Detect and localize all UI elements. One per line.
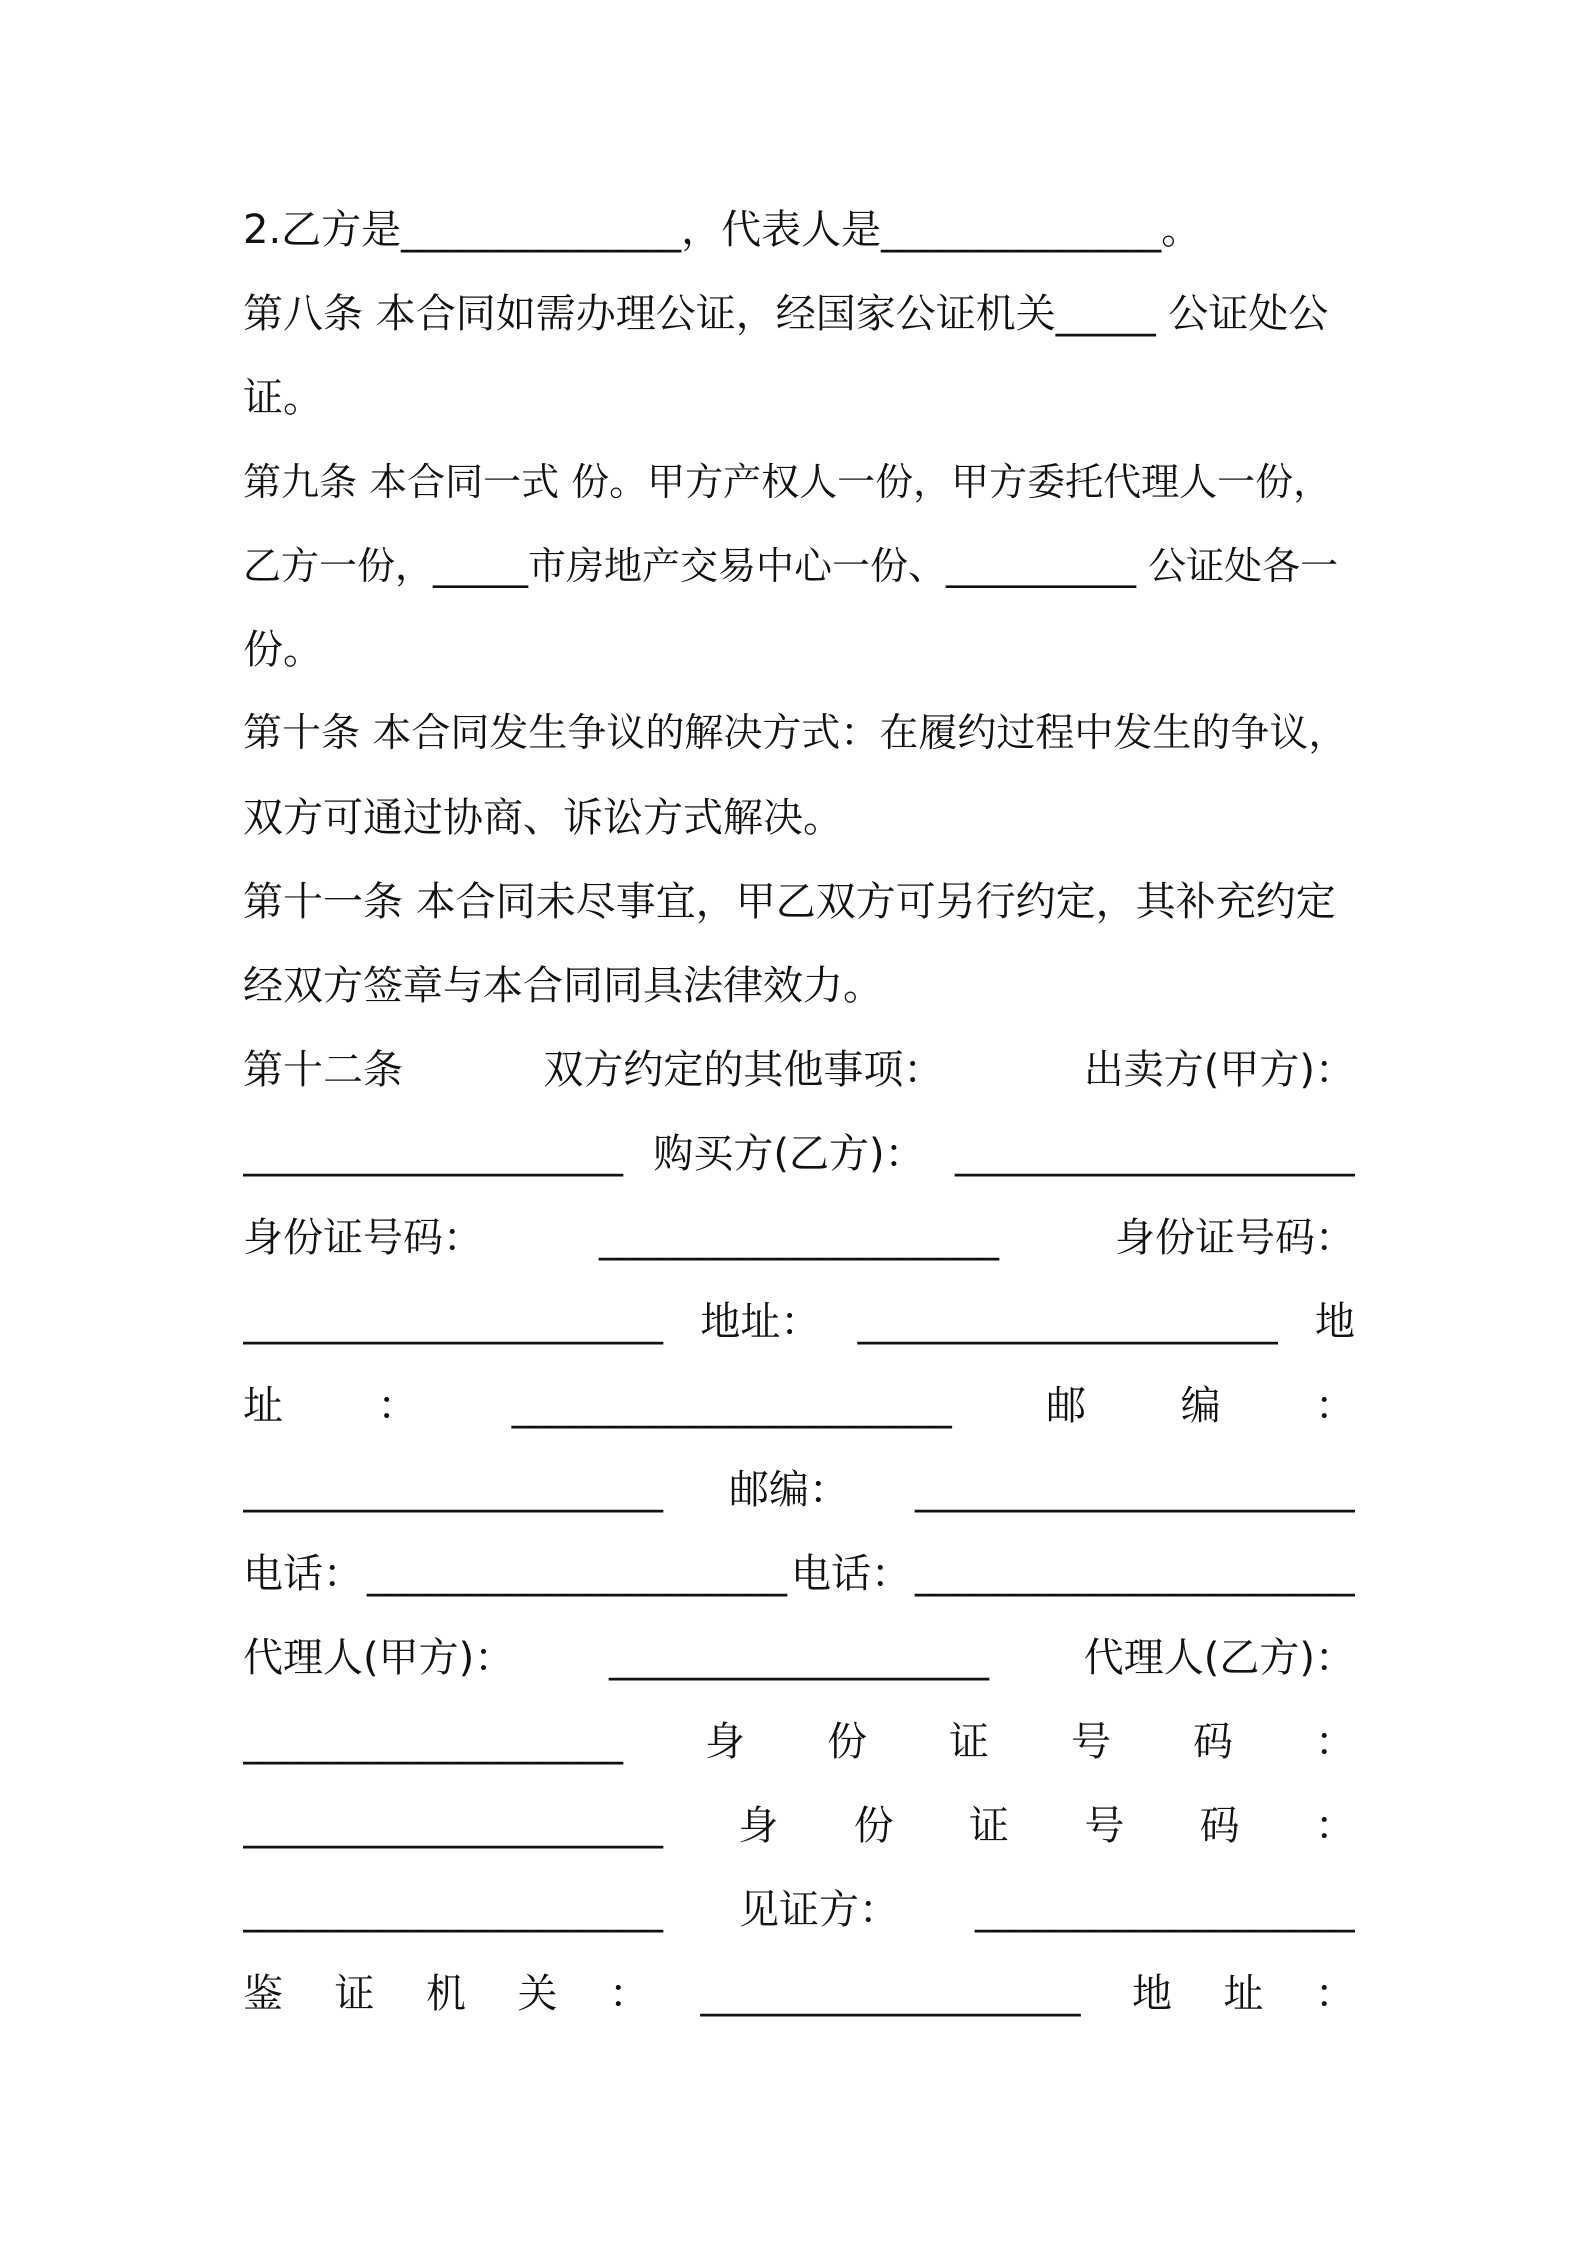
- text-line-article-10-cont: 双方可通过协商、诉讼方式解决。: [243, 795, 843, 841]
- agent-id-label-char: 份: [853, 1803, 894, 1849]
- form-line-agent-id-2: [243, 1798, 1355, 1854]
- seller-phone-blank: _____________________: [367, 1551, 787, 1597]
- certifier-address-colon: ：: [1315, 1971, 1355, 2017]
- witness-label: 见证方：: [739, 1887, 899, 1933]
- agent-id-blank: _____________________: [243, 1803, 663, 1849]
- buyer-id-blank: _____________________: [243, 1299, 663, 1345]
- form-line-article-12: [243, 1042, 1355, 1098]
- seller-id-blank: ____________________: [599, 1215, 999, 1261]
- agent-id-label-char: 码: [1193, 1719, 1233, 1765]
- form-line-witness: [243, 1882, 1355, 1938]
- seller-agent-blank: ___________________: [609, 1635, 989, 1681]
- buyer-agent-label: 代理人(乙方)：: [1083, 1635, 1355, 1681]
- form-line-certification: [243, 1966, 1355, 2022]
- buyer-address-blank: ______________________: [511, 1383, 952, 1429]
- agent-id-label-char: 身: [738, 1803, 779, 1849]
- seller-address-blank: _____________________: [857, 1299, 1278, 1345]
- agent-id-label-colon: ：: [1315, 1719, 1355, 1765]
- certifier-blank: ___________________: [700, 1971, 1081, 2017]
- text-line-article-9-end: 份。: [243, 627, 323, 673]
- seller-id-label: 身份证号码：: [243, 1215, 483, 1261]
- form-line-agent-id-1: [243, 1714, 1355, 1770]
- buyer-postcode-label: 邮编：: [729, 1467, 849, 1513]
- agent-id-label-char: 号: [1071, 1719, 1111, 1765]
- buyer-postcode-blank: ______________________: [915, 1467, 1355, 1513]
- buyer-address-colon: ：: [377, 1383, 418, 1429]
- buyer-agent-blank: ___________________: [243, 1719, 623, 1765]
- certifier-label-colon: ：: [609, 1971, 649, 2017]
- text-line-article-10: 第十条 本合同发生争议的解决方式：在履约过程中发生的争议，: [243, 711, 1348, 756]
- text-line-article-9-cont: 乙方一份，_____市房地产交易中心一份、__________ 公证处各一: [243, 544, 1339, 588]
- agent-id-label-char: 份: [827, 1719, 867, 1765]
- certifier-label-char: 关: [517, 1971, 558, 2017]
- agent-id-label-char: 证: [968, 1803, 1009, 1849]
- buyer-label: 购买方(乙方)：: [653, 1131, 925, 1177]
- agent-id-label-char: 码: [1199, 1803, 1240, 1849]
- witness-blank: ___________________: [975, 1887, 1355, 1933]
- article-12-number: 第十二条: [243, 1047, 403, 1093]
- text-line-article-11-cont: 经双方签章与本合同同具法律效力。: [243, 963, 883, 1009]
- certifier-address-label-char: 地: [1132, 1971, 1172, 2017]
- buyer-address-label-start: 地: [1314, 1299, 1355, 1345]
- agent-id-label-char: 号: [1084, 1803, 1125, 1849]
- certifier-address-label-char: 址: [1223, 1971, 1264, 2017]
- buyer-blank: ____________________: [955, 1131, 1355, 1177]
- seller-postcode-blank: _____________________: [243, 1467, 663, 1513]
- agent-id-blank-2: _____________________: [243, 1887, 663, 1933]
- form-line-phone: [243, 1546, 1355, 1602]
- buyer-address-label-end: 址: [243, 1383, 283, 1429]
- article-12-title: 双方约定的其他事项：: [543, 1047, 944, 1093]
- text-line-article-8: 第八条 本合同如需办理公证，经国家公证机关_____ 公证处公: [243, 291, 1329, 337]
- certifier-label-char: 证: [334, 1971, 375, 2017]
- text-line-party-b: 2.乙方是______________，代表人是______________。: [243, 207, 1202, 253]
- buyer-id-label: 身份证号码：: [1115, 1215, 1355, 1261]
- form-line-agents: [243, 1630, 1355, 1686]
- certifier-label-char: 机: [426, 1971, 466, 2017]
- buyer-phone-label: 电话：: [791, 1551, 911, 1597]
- text-line-article-9: 第九条 本合同一式 份。甲方产权人一份，甲方委托代理人一份，: [243, 460, 1332, 504]
- form-line-buyer: [243, 1126, 1355, 1182]
- certifier-label-char: 鉴: [243, 1971, 283, 2017]
- seller-blank: ___________________: [243, 1131, 623, 1177]
- seller-phone-label: 电话：: [243, 1551, 363, 1597]
- form-line-address-postcode: [243, 1378, 1355, 1434]
- agent-id-label-char: 证: [949, 1719, 989, 1765]
- buyer-phone-blank: ______________________: [915, 1551, 1355, 1597]
- seller-postcode-colon: ：: [1314, 1383, 1355, 1429]
- seller-address-label: 地址：: [700, 1299, 821, 1345]
- text-line-article-11: 第十一条 本合同未尽事宜，甲乙双方可另行约定，其补充约定: [243, 879, 1336, 925]
- form-line-id-numbers: [243, 1210, 1355, 1266]
- form-line-address: [243, 1294, 1355, 1350]
- agent-id-label-char: 身: [705, 1719, 745, 1765]
- form-line-postcode: [243, 1462, 1355, 1518]
- seller-postcode-label-1: 邮: [1046, 1383, 1087, 1429]
- text-line-article-8-cont: 证。: [243, 375, 323, 421]
- seller-label: 出卖方(甲方)：: [1083, 1047, 1355, 1093]
- seller-postcode-label-2: 编: [1180, 1383, 1221, 1429]
- agent-id-label-colon: ：: [1314, 1803, 1355, 1849]
- seller-agent-label: 代理人(甲方)：: [243, 1635, 515, 1681]
